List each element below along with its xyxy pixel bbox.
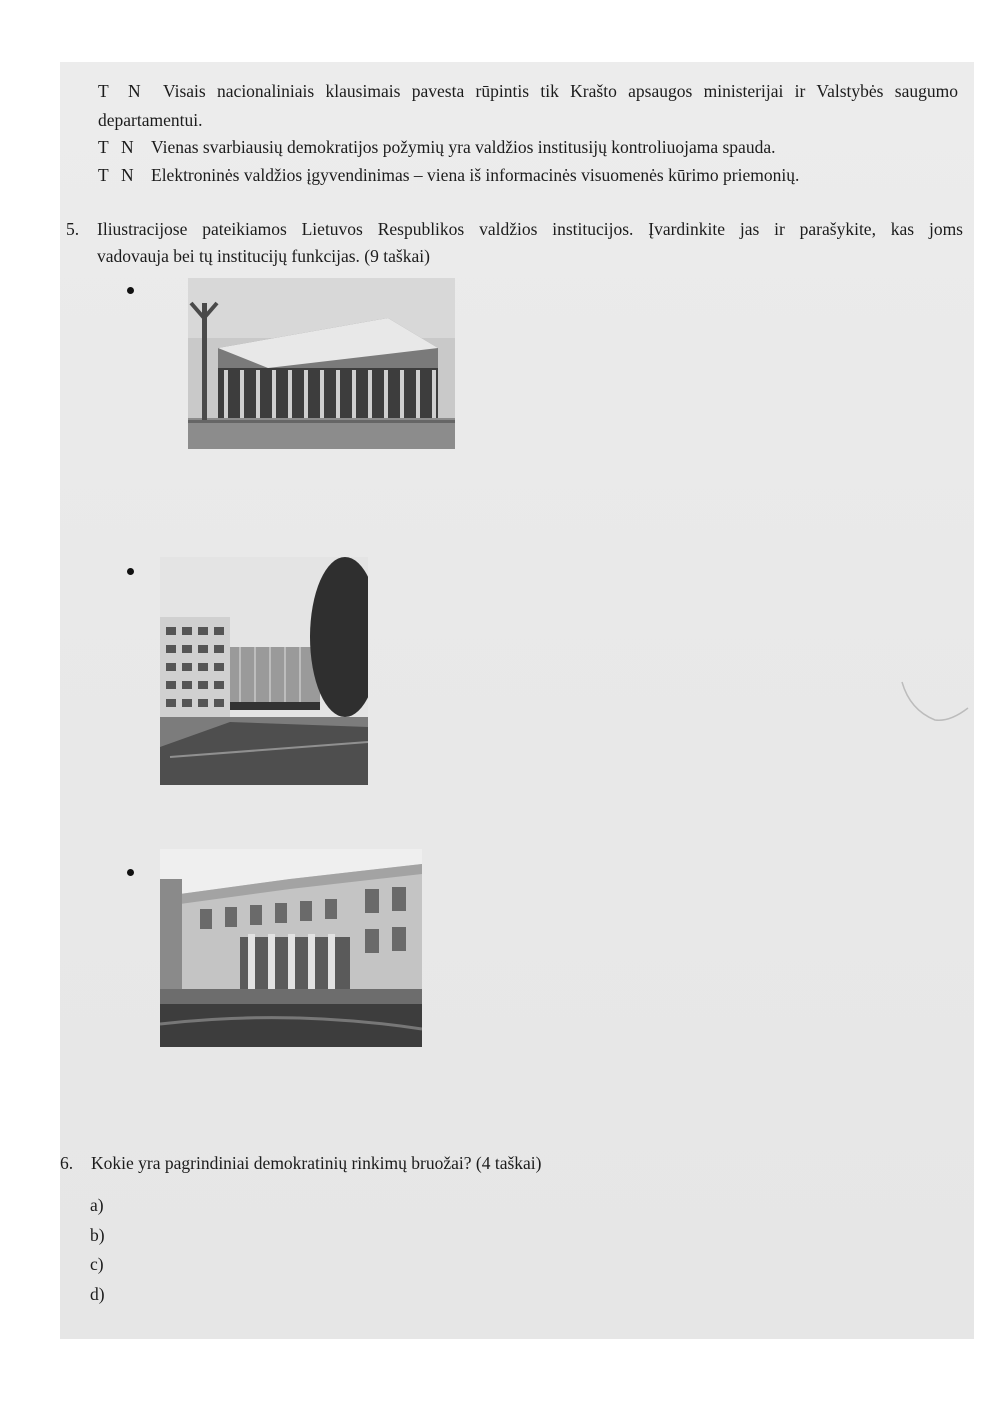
tf-false-marker[interactable]: N <box>121 137 134 157</box>
tf-true-marker[interactable]: T <box>98 137 109 157</box>
answer-option-d[interactable]: d) <box>90 1284 105 1304</box>
tf-statement-text: Elektroninės valdžios įgyvendinimas – viena iš informacinės visuomenės kūrimo priemonių. <box>151 165 800 185</box>
question-6-number: 6. <box>60 1153 74 1173</box>
paper-crease <box>900 680 970 725</box>
answer-option-b[interactable]: b) <box>90 1225 105 1245</box>
parliament-photo <box>188 278 455 449</box>
tf-true-marker[interactable]: T <box>98 81 109 101</box>
question-5-number: 5. <box>66 219 80 239</box>
tf-statement-text: Visais nacionaliniais klausimais pavesta rūpintis tik Krašto apsaugos ministerijai ir Valstybės saugumo <box>163 81 958 101</box>
tf-true-marker[interactable]: T <box>98 165 109 185</box>
question-6-text: Kokie yra pagrindiniai demokratinių rinkimų bruožai? (4 taškai) <box>91 1153 542 1173</box>
tf-statement-continuation: departamentui. <box>98 110 203 130</box>
answer-option-a[interactable]: a) <box>90 1195 104 1215</box>
tf-false-marker[interactable]: N <box>128 81 141 101</box>
presidential-palace-photo <box>160 849 422 1047</box>
government-building-photo <box>160 557 368 785</box>
bullet-icon <box>127 568 134 575</box>
tf-statement-text: Vienas svarbiausių demokratijos požymių yra valdžios institusijų kontroliuojama spauda. <box>151 137 776 157</box>
tf-false-marker[interactable]: N <box>121 165 134 185</box>
question-5-text-line2: vadovauja bei tų institucijų funkcijas. (9 taškai) <box>97 246 430 266</box>
question-5-text-line1: Iliustracijose pateikiamos Lietuvos Respublikos valdžios institucijos. Įvardinkite jas ir parašykite, kas joms <box>97 219 963 239</box>
bullet-icon <box>127 287 134 294</box>
answer-option-c[interactable]: c) <box>90 1254 104 1274</box>
bullet-icon <box>127 869 134 876</box>
